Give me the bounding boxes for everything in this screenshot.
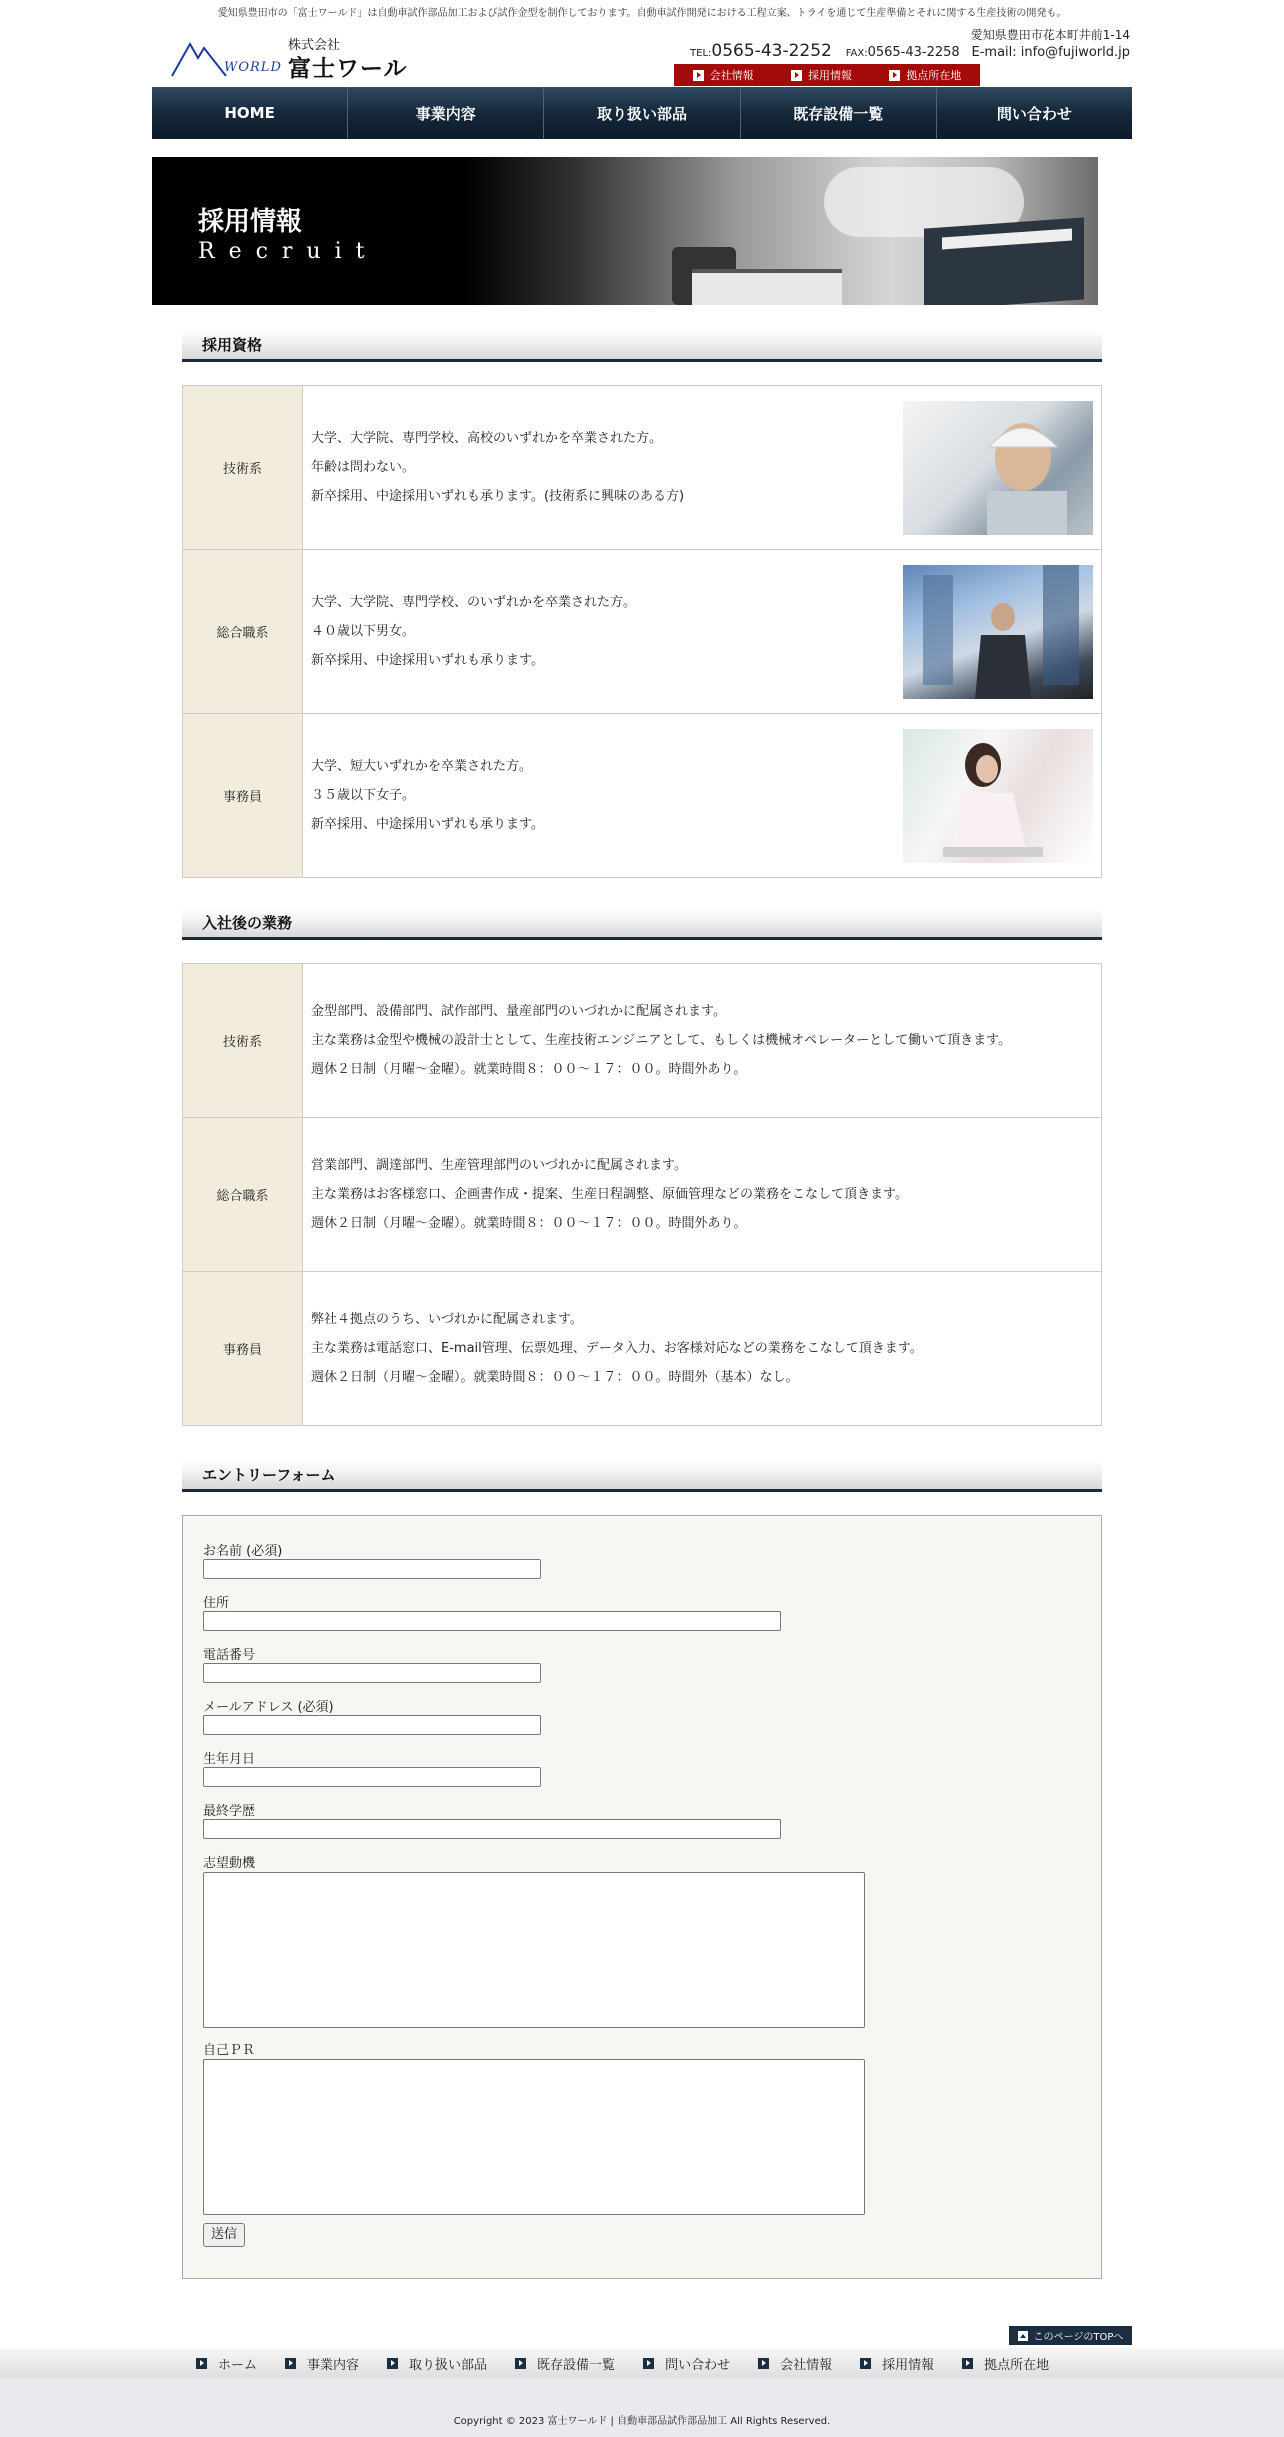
entry-form: [182, 1515, 1102, 2279]
row-label: 総合職系: [183, 1118, 303, 1272]
row-label: 事務員: [183, 1272, 303, 1426]
footer-link-company[interactable]: 会社情報: [758, 2354, 832, 2373]
footer-link-equipment[interactable]: 既存設備一覧: [515, 2354, 615, 2373]
name-input[interactable]: [203, 1559, 541, 1579]
education-input[interactable]: [203, 1819, 781, 1839]
table-row: [183, 1118, 1102, 1272]
row-content: 営業部門、調達部門、生産管理部門のいづれかに配属されます。 主な業務はお客様窓口、企画書作成・提案、生産日程調整、原価管理などの業務をこなして頂きます。 週休２日制（月曜～金曜）。就業時間８：００～１７：００。時間外あり。: [303, 1118, 1102, 1272]
row-content: 弊社４拠点のうち、いづれかに配属されます。 主な業務は電話窓口、E-mail管理、伝票処理、データ入力、お客様対応などの業務をこなして頂きます。 週休２日制（月曜～金曜）。就業時間８：００～１７：００。時間外（基本）なし。: [303, 1272, 1102, 1426]
subnav-locations[interactable]: 拠点所在地: [889, 67, 961, 83]
motivation-label: 志望動機: [203, 1856, 256, 1871]
copyright: Copyright © 2023 富士ワールド | 自動車部品試作部品加工 All Rights Reserved.: [453, 2416, 831, 2427]
phone-label: 電話番号: [203, 1648, 256, 1663]
fax-number: 0565-43-2258: [867, 45, 960, 60]
nav-business[interactable]: 事業内容: [348, 87, 544, 139]
table-row: [183, 964, 1102, 1118]
name-label: お名前 (必須): [203, 1544, 283, 1559]
logo-company-name: 富士ワール: [288, 56, 408, 82]
row-content: 大学、大学院、専門学校、高校のいずれかを卒業された方。 年齢は問わない。 新卒採用、中途採用いずれも承ります。(技術系に興味のある方): [303, 386, 1102, 550]
section-heading-qualifications: 採用資格: [182, 330, 1102, 362]
arrow-up-icon: [1018, 2331, 1028, 2341]
footer-link-locations[interactable]: 拠点所在地: [962, 2354, 1049, 2373]
self-pr-textarea[interactable]: [203, 2059, 865, 2215]
email-address: E-mail: info@fujiworld.jp: [971, 45, 1130, 60]
tel-label: TEL:: [690, 48, 712, 59]
arrow-right-icon: [860, 2358, 871, 2369]
arrow-right-icon: [791, 70, 802, 81]
site-header: [152, 24, 1132, 88]
row-label: 技術系: [183, 964, 303, 1118]
email-input[interactable]: [203, 1715, 541, 1735]
section-heading-entry: エントリーフォーム: [182, 1460, 1102, 1492]
nav-contact[interactable]: 問い合わせ: [996, 104, 1072, 123]
self-pr-label: 自己ＰＲ: [203, 2043, 256, 2058]
row-content: 大学、短大いずれかを卒業された方。 ３５歳以下女子。 新卒採用、中途採用いずれも承ります。: [303, 714, 1102, 878]
birthdate-input[interactable]: [203, 1767, 541, 1787]
table-row: [183, 386, 1102, 550]
arrow-right-icon: [515, 2358, 526, 2369]
logo-corp-text: 株式会社: [288, 38, 341, 53]
email-label: メールアドレス (必須): [203, 1700, 334, 1715]
row-label: 総合職系: [183, 550, 303, 714]
arrow-right-icon: [693, 70, 704, 81]
row-content: 大学、大学院、専門学校、のいずれかを卒業された方。 ４０歳以下男女。 新卒採用、中途採用いずれも承ります。: [303, 550, 1102, 714]
table-row: [183, 550, 1102, 714]
logo[interactable]: [170, 28, 420, 80]
section-heading-duties: 入社後の業務: [182, 908, 1102, 940]
subnav-company-info[interactable]: 会社情報: [693, 67, 754, 83]
site-tagline: 愛知県豊田市の「富士ワールド」は自動車試作部品加工および試作金型を制作しております。自動車試作開発における工程立案、トライを通じて生産準備とそれに関する生産技術の開発も。: [217, 8, 1067, 19]
tel-number: 0565-43-2252: [711, 41, 832, 61]
engineer-photo: [903, 401, 1093, 535]
motivation-textarea[interactable]: [203, 1872, 865, 2028]
education-label: 最終学歴: [203, 1804, 256, 1819]
main-navigation: [152, 87, 1132, 139]
footer-navigation: [0, 2348, 1284, 2378]
footer-link-recruit[interactable]: 採用情報: [860, 2354, 934, 2373]
nav-parts[interactable]: 取り扱い部品: [544, 87, 740, 139]
arrow-right-icon: [196, 2358, 207, 2369]
footer-link-contact[interactable]: 問い合わせ: [643, 2354, 730, 2373]
logo-world-text: WORLD: [224, 60, 282, 75]
page-title: 採用情報: [198, 207, 303, 237]
qualifications-table: [182, 385, 1102, 878]
page-hero-banner: [152, 157, 1098, 305]
address-label: 住所: [203, 1596, 230, 1611]
row-label: 技術系: [183, 386, 303, 550]
table-row: [183, 714, 1102, 878]
arrow-right-icon: [387, 2358, 398, 2369]
mountain-logo-icon: [170, 32, 230, 78]
arrow-right-icon: [889, 70, 900, 81]
footer-link-business[interactable]: 事業内容: [285, 2354, 359, 2373]
submit-button[interactable]: 送信: [203, 2223, 245, 2247]
sub-navigation: [674, 64, 980, 86]
duties-table: [182, 963, 1102, 1426]
page-top-button[interactable]: このページのTOPへ: [1009, 2326, 1132, 2345]
table-row: [183, 1272, 1102, 1426]
phone-input[interactable]: [203, 1663, 541, 1683]
footer: [0, 2378, 1284, 2437]
footer-link-parts[interactable]: 取り扱い部品: [387, 2354, 487, 2373]
arrow-right-icon: [962, 2358, 973, 2369]
fax-label: FAX:: [845, 48, 868, 59]
arrow-right-icon: [643, 2358, 654, 2369]
nav-home[interactable]: HOME: [152, 87, 348, 139]
row-content: 金型部門、設備部門、試作部門、量産部門のいづれかに配属されます。 主な業務は金型や機械の設計士として、生産技術エンジニアとして、もしくは機械オペレーターとして働いて頂きます。 週休２日制（月曜～金曜）。就業時間８：００～１７：００。時間外あり。: [303, 964, 1102, 1118]
nav-equipment[interactable]: 既存設備一覧: [741, 87, 937, 139]
row-label: 事務員: [183, 714, 303, 878]
arrow-right-icon: [758, 2358, 769, 2369]
subnav-recruit[interactable]: 採用情報: [791, 67, 852, 83]
businessman-photo: [903, 565, 1093, 699]
footer-link-home[interactable]: ホーム: [196, 2354, 257, 2373]
office-worker-photo: [903, 729, 1093, 863]
contact-info: [690, 41, 1130, 61]
company-address: 愛知県豊田市花本町井前1-14: [970, 28, 1130, 42]
birthdate-label: 生年月日: [203, 1752, 256, 1767]
arrow-right-icon: [285, 2358, 296, 2369]
page-subtitle: Recruit: [198, 239, 379, 264]
address-input[interactable]: [203, 1611, 781, 1631]
